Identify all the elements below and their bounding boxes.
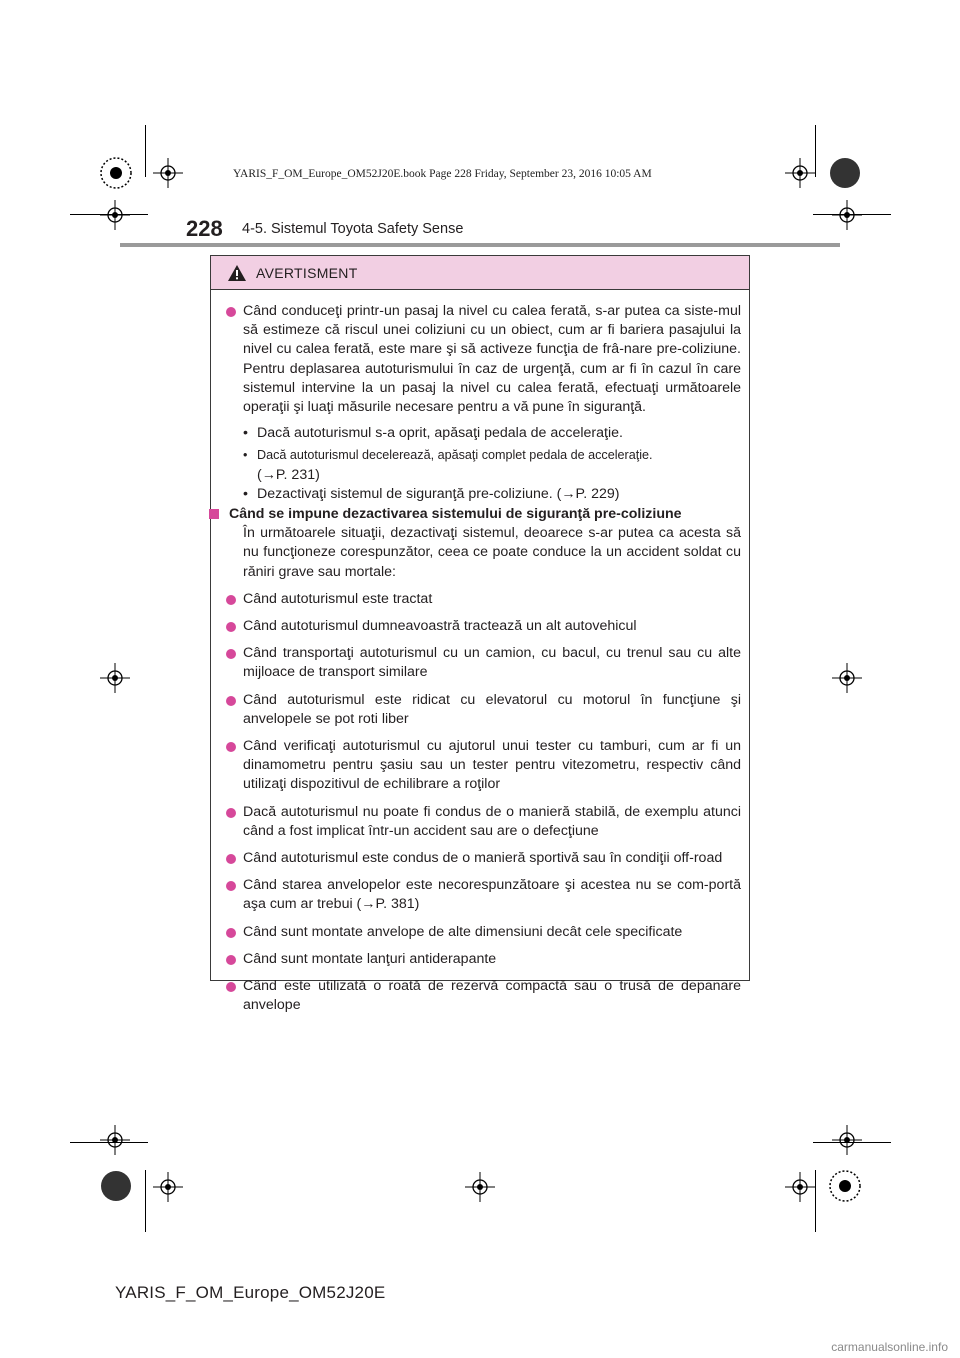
registration-mark-icon: [100, 1125, 130, 1155]
warning-content: [211, 290, 749, 1016]
bullet-dot-icon: [226, 808, 236, 818]
sub-list-item-text: Dezactivaţi sistemul de siguranţă pre-coliziune. (→P. 229): [257, 485, 620, 502]
sub-list-item-continuation: (→P. 231): [257, 466, 320, 483]
registration-mark-icon: [832, 1125, 862, 1155]
warning-triangle-icon: [227, 264, 247, 282]
registration-mark-icon: [100, 200, 130, 230]
list-item-text: Când transportaţi autoturismul cu un camion, cu bacul, cu trenul sau cu alte mijloace de transport similare: [243, 645, 741, 681]
bullet-dot-icon: [226, 742, 236, 752]
bullet-dot-icon: [226, 696, 236, 706]
bullet-dot-icon: [226, 982, 236, 992]
registration-mark-icon: [465, 1172, 495, 1202]
bullet-dot-icon: [226, 955, 236, 965]
page-number: 228: [186, 216, 223, 241]
list-item-text: Dacă autoturismul nu poate fi condus de o manieră stabilă, de exemplu atunci când a fost implicat într-un accident sau are o defecţiune: [243, 803, 741, 839]
sub-list-item: [211, 446, 749, 465]
registration-mark-icon: [153, 158, 183, 188]
warning-title: AVERTISMENT: [256, 264, 358, 281]
section-title: 4-5. Sistemul Toyota Safety Sense: [242, 221, 464, 237]
list-item-text: Când verificaţi autoturismul cu ajutorul unui tester cu tamburi, cum ar fi un dinamometru pentru şasiu sau un tester pentru vitezometru, respectiv când utilizaţi dispozitivul de echilibrare a roţilor: [243, 738, 741, 793]
subsection-heading-text: Când se impune dezactivarea sistemului de siguranţă pre-coliziune: [229, 506, 682, 523]
list-item: [211, 923, 749, 942]
list-item: [211, 302, 749, 417]
bullet-dot-icon: [226, 595, 236, 605]
registration-mark-icon: [100, 663, 130, 693]
sub-bullet: •: [243, 485, 248, 502]
crop-mark: [145, 1170, 146, 1232]
gray-disc-icon: [829, 157, 861, 189]
sub-list-item: [211, 424, 749, 443]
color-rosette-icon: [829, 1170, 861, 1202]
bullet-dot-icon: [226, 881, 236, 891]
list-item-text: Când autoturismul este ridicat cu elevatorul cu motorul în funcţiune şi anvelopele se pot roti liber: [243, 691, 741, 727]
warning-box: [210, 255, 750, 1014]
list-item: [211, 590, 749, 609]
registration-mark-icon: [832, 200, 862, 230]
list-item-text: Când sunt montate anvelope de alte dimensiuni decât cele specificate: [243, 923, 683, 940]
list-item-text: Când starea anvelopelor este necorespunzătoare şi acestea nu se com-portă aşa cum ar trebui (→P. 381): [243, 877, 741, 913]
sub-list-item: [211, 485, 749, 504]
header-rule: [120, 243, 840, 247]
bullet-dot-icon: [226, 649, 236, 659]
list-item: [211, 849, 749, 868]
bullet-dot-icon: [226, 928, 236, 938]
bullet-dot-icon: [226, 854, 236, 864]
gray-disc-icon: [100, 1170, 132, 1202]
registration-mark-icon: [153, 1172, 183, 1202]
list-item: [211, 644, 749, 682]
bullet-dot-icon: [226, 622, 236, 632]
book-info-line: YARIS_F_OM_Europe_OM52J20E.book Page 228 Friday, September 23, 2016 10:05 AM: [233, 168, 652, 180]
list-item: [211, 617, 749, 636]
bullet-dot-icon: [226, 307, 236, 317]
list-item: [211, 803, 749, 841]
list-item: [211, 691, 749, 729]
list-item-text: Când autoturismul este tractat: [243, 590, 433, 607]
list-item: [211, 737, 749, 795]
heading-square-icon: [209, 509, 219, 519]
list-item-text: Când este utilizată o roată de rezervă compactă sau o trusă de depanare anvelope: [243, 978, 741, 1014]
list-item-text: Când autoturismul dumneavoastră tractează un alt autovehicul: [243, 618, 637, 635]
list-item: [211, 876, 749, 914]
registration-mark-icon: [832, 663, 862, 693]
subsection-heading: [211, 505, 749, 524]
list-item-text: Când sunt montate lanţuri antiderapante: [243, 950, 497, 967]
sub-bullet: •: [243, 448, 248, 463]
watermark: carmanualsonline.info: [831, 1340, 948, 1354]
intro-paragraph: În următoarele situaţii, dezactivaţi sistemul, deoarece s-ar putea ca acesta să nu funcţioneze corespunzător, ceea ce poate conduce la un accident soldat cu răniri grave sau mortale:: [243, 525, 741, 580]
list-item: [211, 977, 749, 1015]
crop-mark: [145, 125, 146, 177]
list-item-text: Când conduceţi printr-un pasaj la nivel cu calea ferată, s-ar putea ca siste-mul să estimeze că riscul unei coliziuni cu un obiect, cum ar fi bariera pasajului la nivel cu calea ferată, este mare şi să activeze funcţia de frâ-nare pre-coliziune. Pentru deplasarea autoturismului în caz de urgenţă, cum ar fi în cazul în care sistemul intervine la un pasaj la nivel cu calea ferată, efectuaţi următoarele operaţii şi luaţi măsurile necesare pentru a vă pune în siguranţă.: [243, 303, 741, 416]
crop-mark: [815, 125, 816, 177]
sub-list-item-text: Dacă autoturismul s-a oprit, apăsaţi pedala de acceleraţie.: [257, 425, 623, 442]
color-rosette-icon: [100, 157, 132, 189]
list-item-text: Când autoturismul este condus de o manieră sportivă sau în condiţii off-road: [243, 850, 723, 867]
registration-mark-icon: [785, 1172, 815, 1202]
registration-mark-icon: [785, 158, 815, 188]
crop-mark: [815, 1170, 816, 1232]
sub-bullet: •: [243, 425, 248, 442]
footer-document-code: YARIS_F_OM_Europe_OM52J20E: [115, 1283, 386, 1302]
list-item: [211, 950, 749, 969]
sub-list-item-text: Dacă autoturismul decelerează, apăsaţi complet pedala de acceleraţie.: [257, 448, 653, 463]
warning-header: [211, 256, 749, 290]
